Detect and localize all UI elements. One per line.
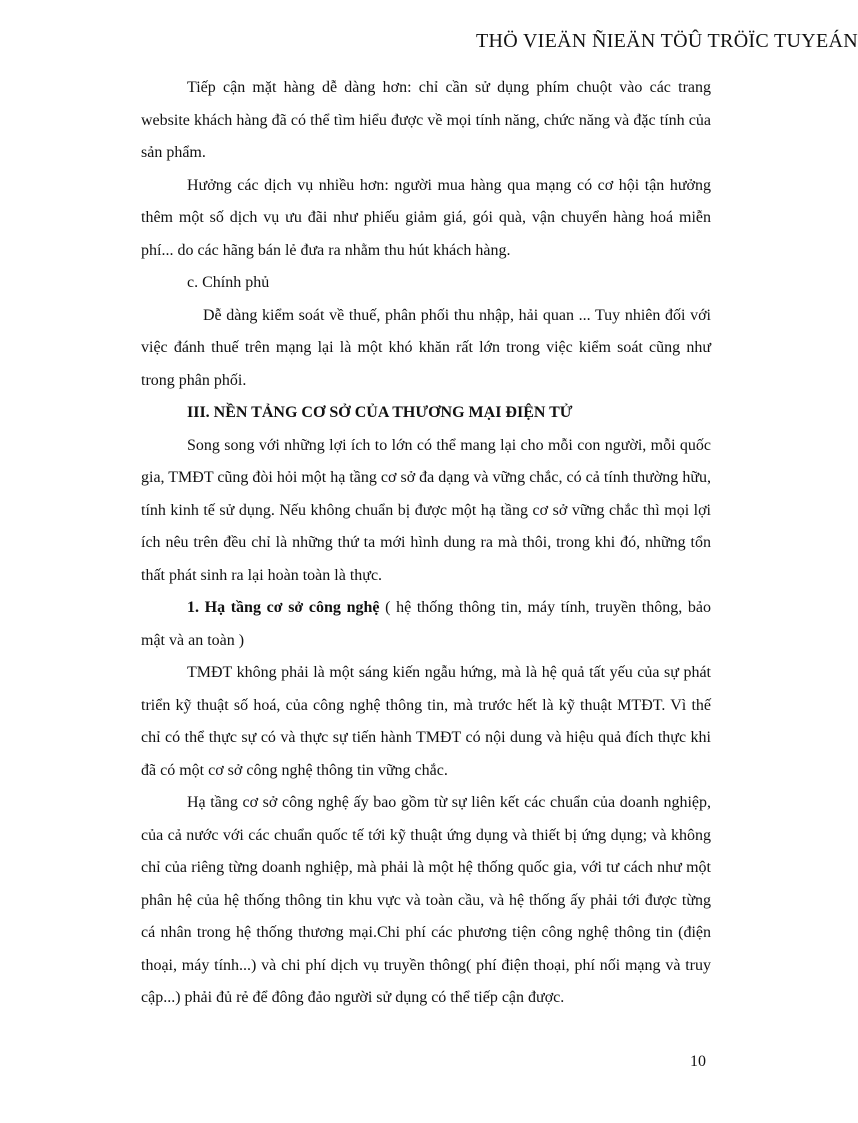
paragraph-infrastructure-standards: Hạ tầng cơ sở công nghệ ấy bao gồm từ sự liên kết các chuẩn của doanh nghiệp, của cả nước với các chuẩn quốc tế tới kỹ thuật ứng dụng và thiết bị ứng dụng; và không chỉ của riêng từng doanh nghiệp, mà phải là một hệ thống quốc gia, với tư cách như một phân hệ của hệ thống thông tin khu vực và toàn cầu, và hệ thống ấy phải tới được từng cá nhân trong hệ thống thương mại.Chi phí các phương tiện công nghệ thông tin (điện thoại, máy tính...) và chi phí dịch vụ truyền thông( phí điện thoại, phí nối mạng và truy cập...) phải đủ rẻ để đông đảo người sử dụng có thể tiếp cận được. — [141, 794, 711, 1006]
running-header: THÖ VIEÄN ÑIEÄN TÖÛ TRÖÏC TUYEÁN — [476, 30, 858, 52]
subheading-government: c. Chính phủ — [187, 274, 270, 291]
paragraph-tax-control: Dễ dàng kiểm soát về thuế, phân phối thu nhập, hải quan ... Tuy nhiên đối với việc đánh thuế trên mạng lại là một khó khăn rất lớn trong việc kiểm soát cũng như trong phân phối. — [141, 306, 711, 389]
subsection-title: 1. Hạ tầng cơ sở công nghệ — [187, 599, 380, 616]
subsection-technology-infrastructure — [141, 592, 711, 657]
paragraph-more-services: Hưởng các dịch vụ nhiều hơn: người mua hàng qua mạng có cơ hội tận hưởng thêm một số dịch vụ ưu đãi như phiếu giảm giá, gói quà, vận chuyển hàng hoá miễn phí... do các hãng bán lẻ đưa ra nhằm thu hút khách hàng. — [141, 176, 711, 259]
paragraph-product-access: Tiếp cận mặt hàng dễ dàng hơn: chỉ cần sử dụng phím chuột vào các trang website khách hàng đã có thể tìm hiểu được về mọi tính năng, chức năng và đặc tính của sản phẩm. — [141, 79, 711, 161]
paragraph-ecommerce-not-spontaneous: TMĐT không phải là một sáng kiến ngẫu hứng, mà là hệ quả tất yếu của sự phát triển kỹ thuật số hoá, của công nghệ thông tin, mà trước hết là kỹ thuật MTĐT. Vì thế chỉ có thể thực sự có và thực sự tiến hành TMĐT có nội dung và hiệu quả đích thực khi đã có một cơ sở công nghệ thông tin vững chắc. — [141, 664, 711, 779]
paragraph-infrastructure-intro: Song song với những lợi ích to lớn có thể mang lại cho mỗi con người, mỗi quốc gia, TMĐT cũng đòi hỏi một hạ tầng cơ sở đa dạng và vững chắc, có cả tính thường hữu, tính kinh tế sử dụng. Nếu không chuẩn bị được một hạ tầng cơ sở vững chắc thì mọi lợi ích nêu trên đều chỉ là những thứ ta mới hình dung ra mà thôi, trong khi đó, những tổn thất phát sinh ra lại hoàn toàn là thực. — [141, 436, 711, 584]
section-heading-foundations: III. NỀN TẢNG CƠ SỞ CỦA THƯƠNG MẠI ĐIỆN TỬ — [187, 404, 573, 421]
page-number: 10 — [690, 1053, 706, 1070]
subsection-description: ( hệ thống thông tin, máy tính, truyền thông, bảo mật và an toàn ) — [141, 599, 711, 649]
document-body — [141, 72, 711, 1015]
